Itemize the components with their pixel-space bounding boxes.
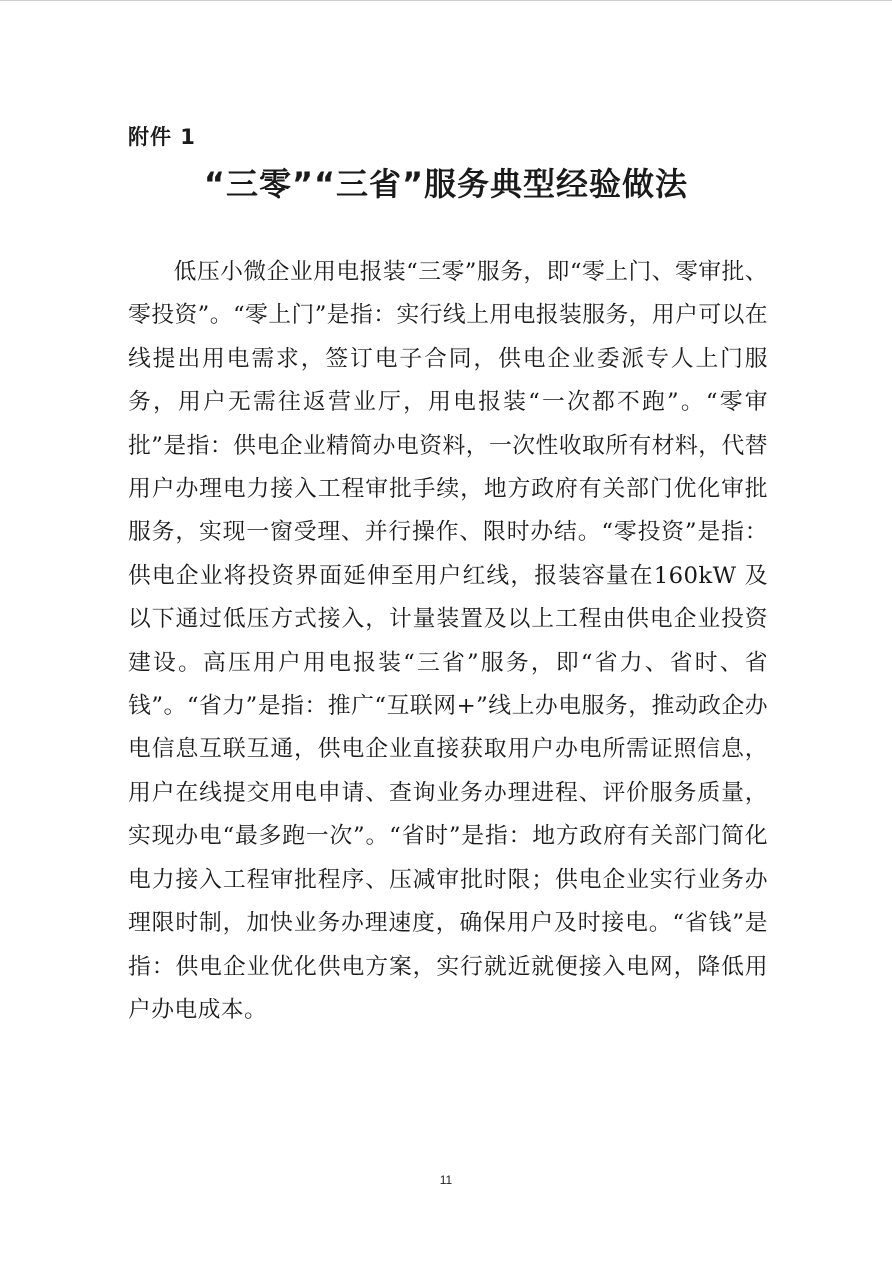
- page-number: 11: [439, 1173, 453, 1187]
- page-title: “三零”“三省”服务典型经验做法: [203, 165, 689, 203]
- body-paragraph: 低压小微企业用电报装“三零”服务，即“零上门、零审批、零投资”。“零上门”是指：实行线上用电报装服务，用户可以在线提出用电需求，签订电子合同，供电企业委派专人上门服务，用户无需往返营业厅，用电报装“一次都不跑”。“零审批”是指：供电企业精简办电资料，一次性收取所有材料，代替用户办理电力接入工程审批手续，地方政府有关部门优化审批服务，实现一窗受理、并行操作、限时办结。“零投资”是指：供电企业将投资界面延伸至用户红线，报装容量在160kW 及以下通过低压方式接入，计量装置及以上工程由供电企业投资建设。高压用户用电报装“三省”服务，即“省力、省时、省钱”。“省力”是指：推广“互联网+”线上办电服务，推动政企办电信息互联互通，供电企业直接获取用户办电所需证照信息，用户在线提交用电申请、查询业务办理进程、评价服务质量，实现办电“最多跑一次”。“省时”是指：地方政府有关部门简化电力接入工程审批程序、压减审批时限；供电企业实行业务办理限时制，加快业务办理速度，确保用户及时接电。“省钱”是指：供电企业优化供电方案，实行就近就便接入电网，降低用户办电成本。: [128, 259, 768, 1023]
- attachment-label: 附件 1: [128, 125, 196, 149]
